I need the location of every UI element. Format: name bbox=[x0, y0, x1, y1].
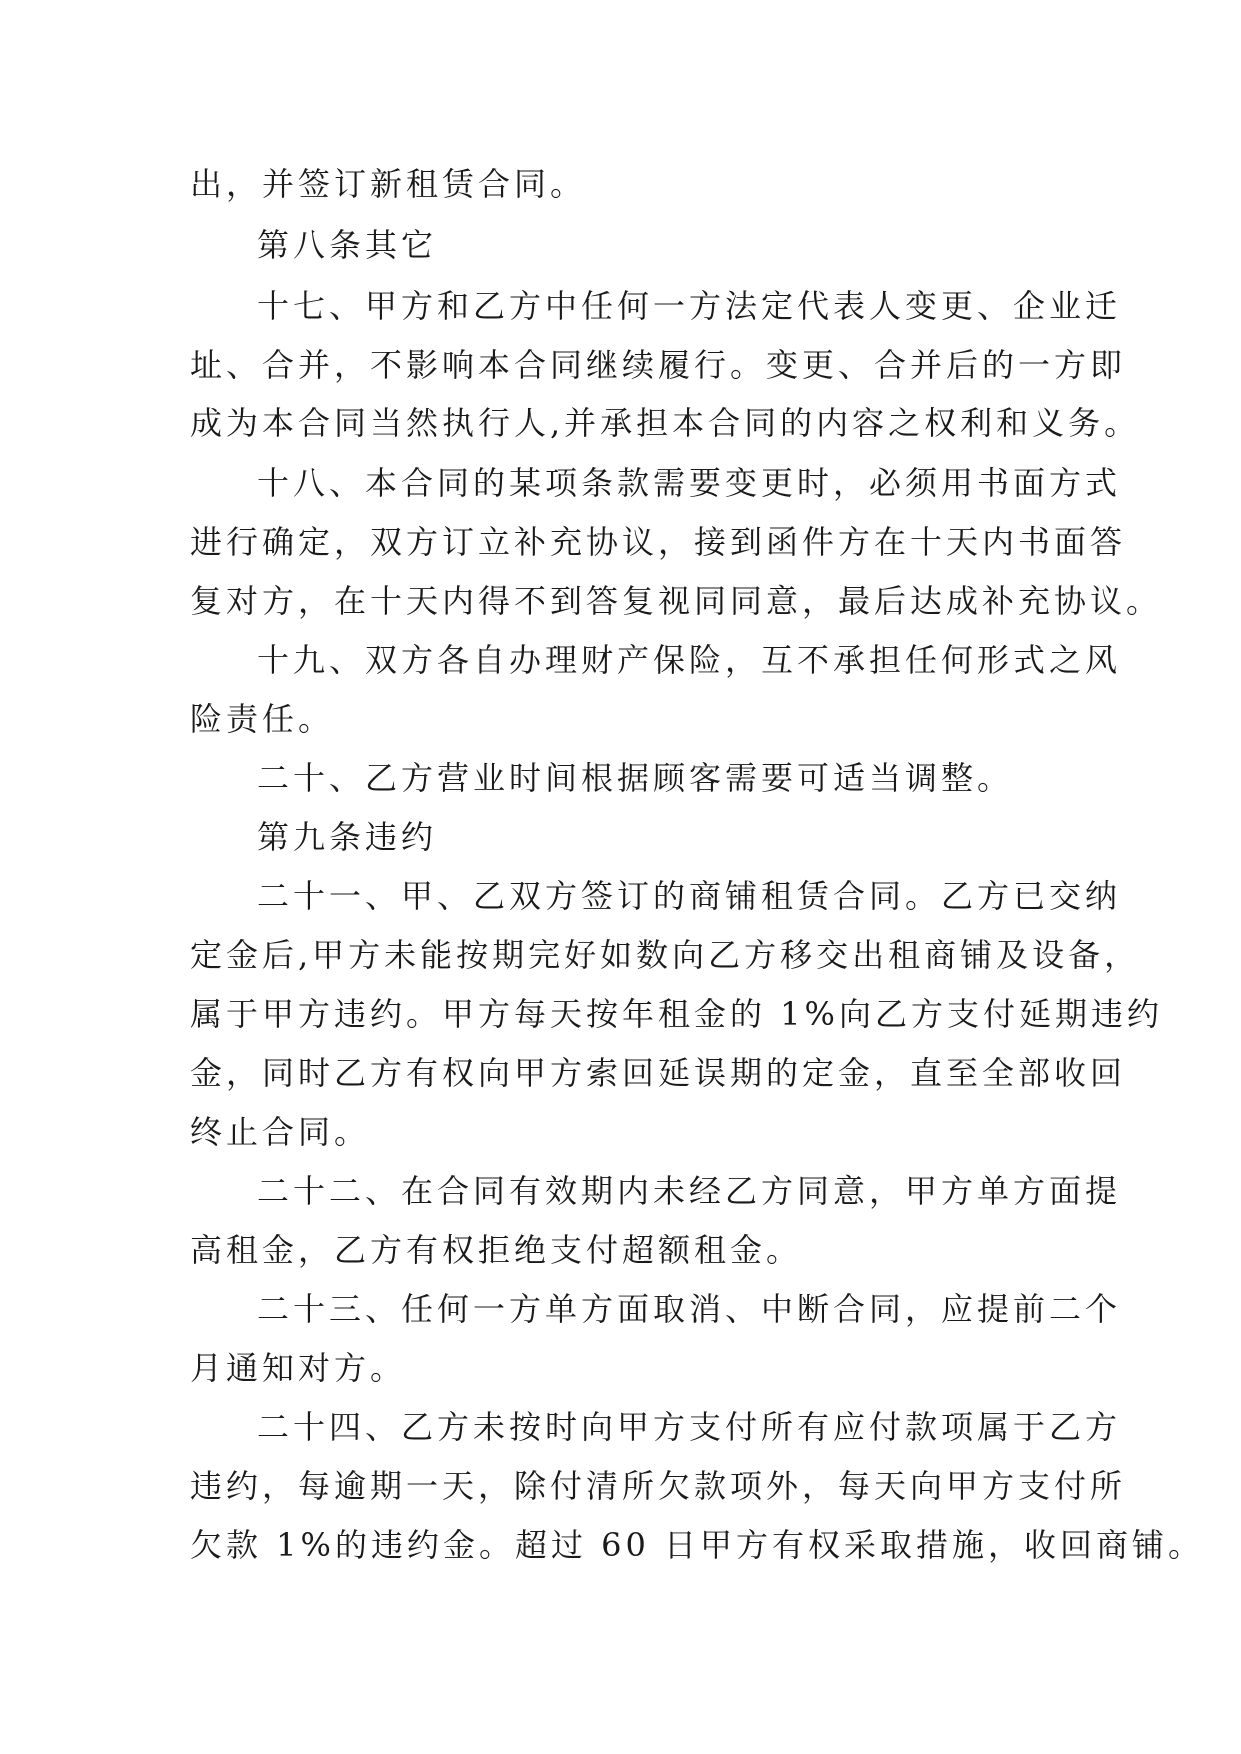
text-line: 成为本合同当然执行人,并承担本合同的内容之权利和义务。 bbox=[190, 404, 1141, 442]
text-line: 十八、本合同的某项条款需要变更时，必须用书面方式 bbox=[257, 464, 1122, 502]
text-line: 二十三、任何一方单方面取消、中断合同，应提前二个 bbox=[257, 1290, 1122, 1328]
text-line: 复对方，在十天内得不到答复视同同意，最后达成补充协议。 bbox=[190, 582, 1163, 620]
text-line: 二十、乙方营业时间根据顾客需要可适当调整。 bbox=[257, 759, 1014, 797]
text-line: 出，并签订新租赁合同。 bbox=[190, 165, 587, 203]
text-line: 违约，每逾期一天，除付清所欠款项外，每天向甲方支付所 bbox=[190, 1467, 1127, 1505]
text-line: 金，同时乙方有权向甲方索回延误期的定金，直至全部收回 bbox=[190, 1054, 1127, 1092]
text-line: 定金后,甲方未能按期完好如数向乙方移交出租商铺及设备， bbox=[190, 936, 1141, 974]
section-heading: 第九条违约 bbox=[257, 818, 438, 856]
text-line: 十九、双方各自办理财产保险，互不承担任何形式之风 bbox=[257, 641, 1122, 679]
section-heading: 第八条其它 bbox=[257, 226, 438, 264]
text-line: 险责任。 bbox=[190, 700, 335, 738]
text-line: 进行确定，双方订立补充协议，接到函件方在十天内书面答 bbox=[190, 523, 1127, 561]
text-line: 欠款 1%的违约金。超过 60 日甲方有权采取措施，收回商铺。 bbox=[190, 1526, 1205, 1564]
text-line: 二十四、乙方未按时向甲方支付所有应付款项属于乙方 bbox=[257, 1408, 1122, 1446]
text-line: 二十一、甲、乙双方签订的商铺租赁合同。乙方已交纳 bbox=[257, 877, 1122, 915]
text-line: 属于甲方违约。甲方每天按年租金的 1%向乙方支付延期违约 bbox=[190, 995, 1163, 1033]
text-line: 址、合并，不影响本合同继续履行。变更、合并后的一方即 bbox=[190, 346, 1127, 384]
text-line: 二十二、在合同有效期内未经乙方同意，甲方单方面提 bbox=[257, 1172, 1122, 1210]
text-line: 终止合同。 bbox=[190, 1113, 371, 1151]
text-line: 高租金，乙方有权拒绝支付超额租金。 bbox=[190, 1231, 803, 1269]
text-line: 月通知对方。 bbox=[190, 1349, 407, 1387]
text-line: 十七、甲方和乙方中任何一方法定代表人变更、企业迁 bbox=[257, 287, 1122, 325]
